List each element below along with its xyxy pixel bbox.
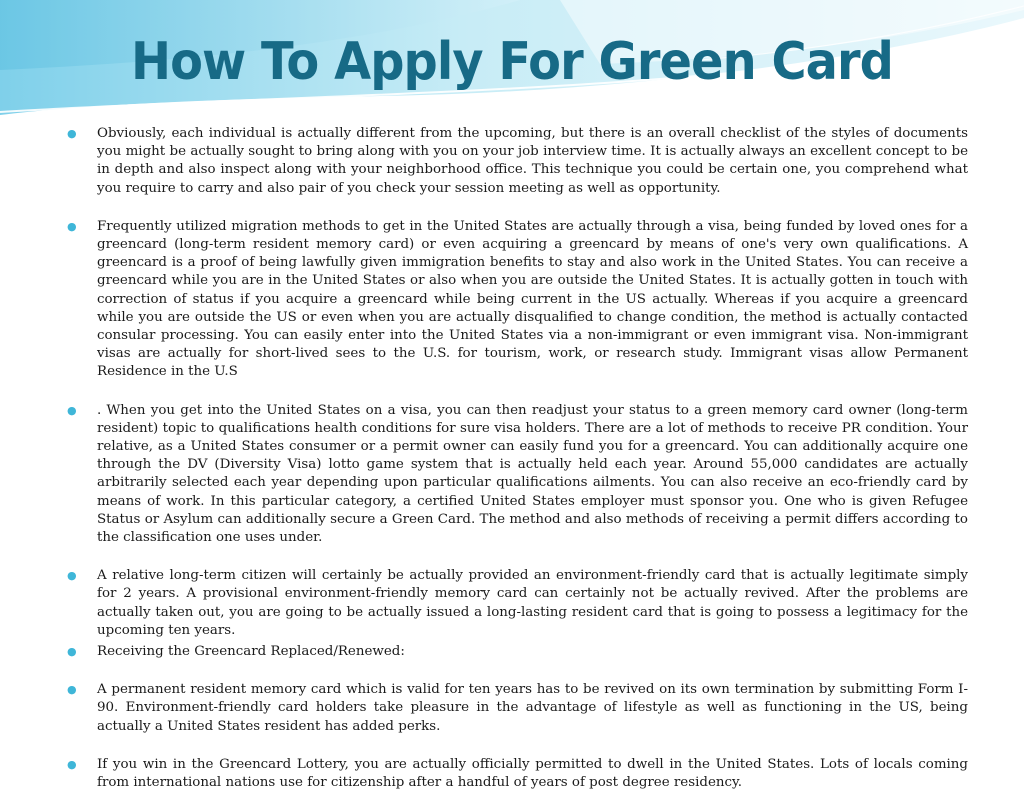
bullet-list: [66, 125, 968, 792]
bullet-dot-icon: ●: [67, 127, 77, 140]
bullet-item: [66, 125, 968, 198]
bullet-dot-icon: ●: [67, 757, 77, 771]
bullet-text: If you win in the Greencard Lottery, you are actually officially permitted to dwell in the United States. Lots of locals coming from international nations use for citizenship after a handful of years of post degree residency.: [97, 756, 968, 791]
bullet-item: [66, 681, 968, 736]
bullet-dot-icon: ●: [67, 403, 77, 417]
bullet-text: Obviously, each individual is actually different from the upcoming, but there is an overall checklist of the styles of documents you might be actually sought to bring along with you on your job interview time. It is actually always an excellent concept to be in depth and also inspect along with your neighborhood office. This technique you could be certain one, you comprehend what you require to carry and also pair of you check your session meeting as well as opportunity.: [97, 126, 968, 196]
bullet-dot-icon: ●: [67, 683, 77, 697]
bullet-dot-icon: ●: [67, 645, 77, 659]
bullet-text: Receiving the Greencard Replaced/Renewed:: [97, 644, 405, 660]
slide-title: How To Apply For Green Card: [130, 32, 894, 92]
bullet-text: Frequently utilized migration methods to get in the United States are actually through a visa, being funded by loved ones for a greencard (long-term resident memory card) or even acquiring a greencard by means of one's very own qualifications. A greencard is a proof of being lawfully given immigration benefits to stay and also work in the United States. You can receive a greencard while you are in the United States or also when you are outside the United States. It is actually gotten in touch with correction of status if you acquire a greencard while being current in the US actually. Whereas if you acquire a greencard while you are outside the US or even when you are actually disqualified to change condition, the method is actually contacted consular processing. You can easily enter into the United States via a non-immigrant or even immigrant visa. Non-immigrant visas are actually for short-lived sees to the U.S. for tourism, work, or research study. Immigrant visas allow Permanent Residence in the U.S: [97, 218, 968, 380]
bullet-item: [66, 402, 968, 548]
bullet-text: A permanent resident memory card which is valid for ten years has to be revived on its own termination by submitting Form I-90. Environment-friendly card holders take pleasure in the advantage of lifestyle as well as functioning in the US, being actually a United States resident has added perks.: [97, 682, 968, 734]
bullet-item: [66, 567, 968, 640]
bullet-item: [66, 643, 968, 661]
bullet-item: [66, 218, 968, 382]
bullet-text: . When you get into the United States on a visa, you can then readjust your status to a green memory card owner (long-term resident) topic to qualifications health conditions for sure visa holders. There are a lot of methods to receive PR condition. Your relative, as a United States consumer or a permit owner can easily fund you for a greencard. You can additionally acquire one through the DV (Diversity Visa) lotto game system that is actually held each year. Around 55,000 candidates are actually arbitrarily selected each year depending upon particular qualifications ailments. You can also receive an eco-friendly card by means of work. In this particular category, a certified United States employer must sponsor you. One who is given Refugee Status or Asylum can additionally secure a Green Card. The method and also methods of receiving a permit differs according to the classification one uses under.: [97, 402, 968, 546]
bullet-dot-icon: ●: [67, 219, 77, 233]
bullet-dot-icon: ●: [67, 569, 77, 583]
bullet-item: [66, 756, 968, 792]
bullet-text: A relative long-term citizen will certainly be actually provided an environment-friendly card that is actually legitimate simply for 2 years. A provisional environment-friendly memory card can certainly not be actually revived. After the problems are actually taken out, you are going to be actually issued a long-lasting resident card that is going to possess a legitimacy for the upcoming ten years.: [97, 568, 968, 638]
